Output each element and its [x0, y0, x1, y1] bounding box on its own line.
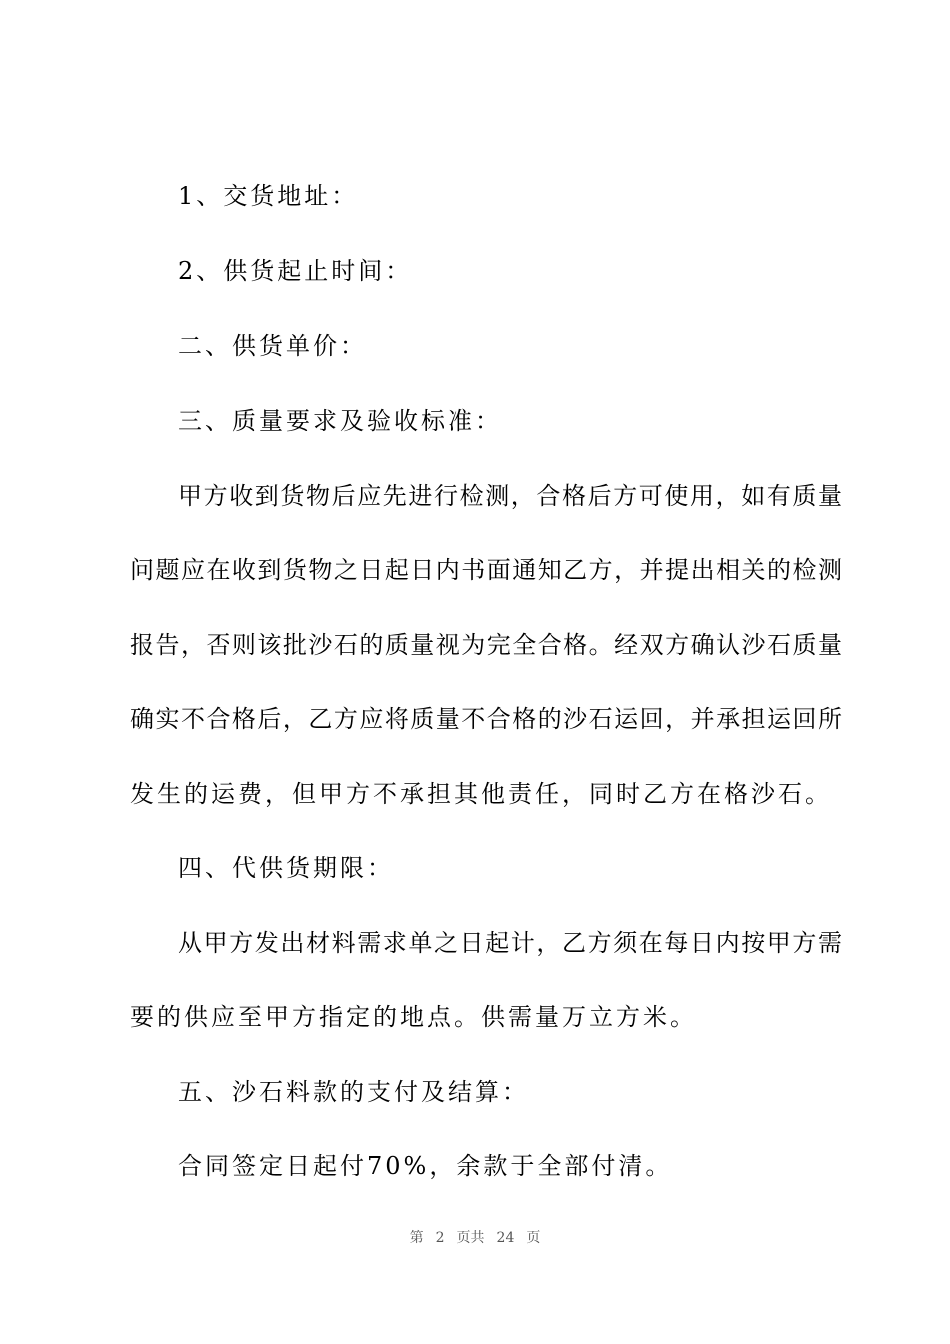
item-delivery-address: 1、交货地址：	[178, 182, 359, 210]
section-heading-supply-term: 四、代供货期限：	[178, 854, 394, 882]
paragraph-line: 甲方收到货物后应先进行检测，合格后方可使用，如有质量	[178, 482, 842, 510]
section-heading-payment: 五、沙石料款的支付及结算：	[178, 1078, 529, 1106]
page-footer	[0, 1228, 950, 1248]
item-supply-period: 2、供货起止时间：	[178, 257, 413, 285]
footer-label-pages: 页	[526, 1230, 541, 1246]
paragraph-line: 问题应在收到货物之日起日内书面通知乙方，并提出相关的检测	[130, 556, 842, 584]
paragraph-line: 报告，否则该批沙石的质量视为完全合格。经双方确认沙石质量	[130, 631, 842, 659]
paragraph-line: 从甲方发出材料需求单之日起计，乙方须在每日内按甲方需	[178, 929, 842, 957]
paragraph-line: 确实不合格后，乙方应将质量不合格的沙石运回，并承担运回所	[130, 705, 842, 733]
paragraph-line: 合同签定日起付70%，余款于全部付清。	[178, 1152, 673, 1180]
section-heading-unit-price: 二、供货单价：	[178, 332, 367, 360]
footer-total-pages: 24	[496, 1230, 515, 1246]
paragraph-line: 要的供应至甲方指定的地点。供需量万立方米。	[130, 1003, 697, 1031]
paragraph-line: 发生的运费，但甲方不承担其他责任，同时乙方在格沙石。	[130, 780, 832, 808]
footer-page-number: 2	[435, 1230, 445, 1246]
footer-label-of: 页共	[456, 1230, 485, 1246]
section-heading-quality: 三、质量要求及验收标准：	[178, 407, 502, 435]
footer-label-page: 第	[409, 1230, 424, 1246]
